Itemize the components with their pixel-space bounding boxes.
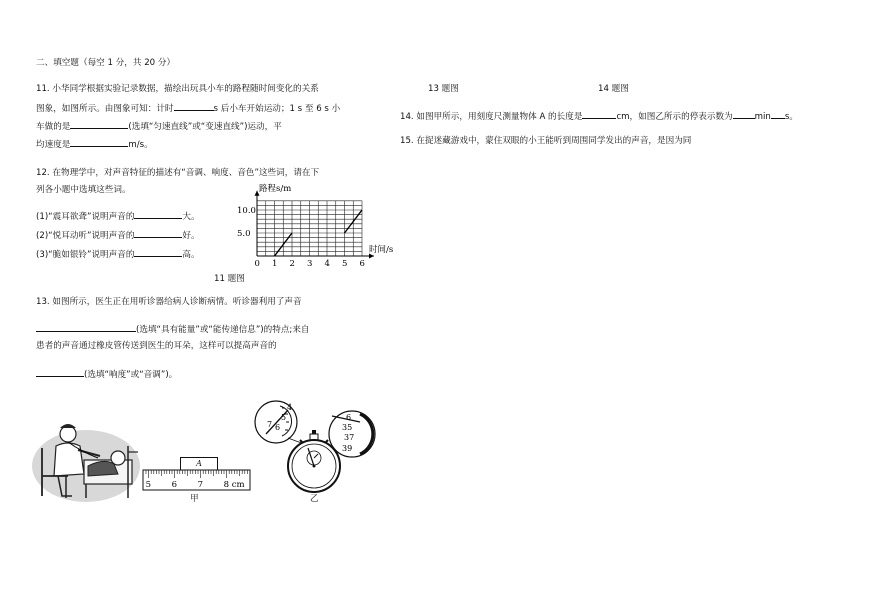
q12-line2: 列各小题中选填这些词。: [36, 185, 131, 195]
object-a-label: A: [196, 459, 202, 468]
ruler-label: 8 cm: [223, 480, 245, 490]
q13-line2-text: (选填“具有能量”或“能传递信息”)的特点;来自: [136, 325, 310, 335]
q11-line4-text-b: m/s。: [128, 140, 153, 150]
y-tick-label: 5.0: [237, 229, 251, 239]
large-dial-label-6: 6: [346, 413, 352, 422]
ruler-label: 6: [171, 480, 178, 490]
small-dial-label-7: 7: [267, 420, 273, 429]
q13-line3: 患者的声音通过橡皮管传送到医生的耳朵，这样可以提高声音的: [36, 341, 277, 351]
ruler-label: 5: [145, 480, 152, 490]
q11-line1: 11. 小华同学根据实验记录数据，描绘出玩具小车的路程随时间变化的关系: [36, 84, 319, 94]
x-tick-label: 1: [272, 259, 278, 269]
q11-line2-text: 图象，如图所示。由图象可知：计时: [36, 104, 174, 114]
q14-blank-min[interactable]: [733, 109, 755, 119]
q11-line3-text-b: (选填“匀速直线”或“变速直线”)运动，平: [128, 122, 282, 132]
chart-ylabel: 路程s/m: [259, 184, 292, 194]
ruler-label: 7: [197, 480, 204, 490]
chart-xlabel: 时间/s: [369, 245, 394, 255]
x-tick-label: 2: [289, 259, 295, 269]
q14-text-c: min: [754, 112, 771, 122]
q14-line: [400, 109, 798, 123]
small-dial-label-6: 6: [275, 423, 281, 432]
q15-line: 15. 在捉迷藏游戏中，蒙住双眼的小王能听到周围同学发出的声音，是因为同: [400, 136, 692, 146]
x-tick-label: 0: [254, 259, 260, 269]
q14-text-a: 14. 如图甲所示，用刻度尺测量物体 A 的长度是: [400, 112, 583, 122]
x-tick-label: 4: [324, 259, 330, 269]
section-title: 二、填空题（每空 1 分，共 20 分）: [36, 58, 176, 68]
x-tick-label: 6: [359, 259, 365, 269]
large-dial-label-35: 35: [342, 423, 353, 432]
large-dial-label-39: 39: [342, 444, 353, 453]
fig11-caption: 11 题图: [214, 274, 245, 284]
small-dial-label-5: 5: [281, 413, 287, 422]
q14-text-b: cm，如图乙所示的停表示数为: [616, 112, 733, 122]
q12-item-2-suffix: 好。: [182, 231, 200, 241]
q13-line4-text: (选填“响度”或“音调”)。: [84, 370, 178, 380]
q12-item-3-text: (3)“脆如银铃”说明声音的: [36, 250, 135, 260]
large-dial-label-37: 37: [344, 433, 355, 442]
q14-blank-sec[interactable]: [771, 109, 785, 119]
q11-line2-text-b: s 后小车开始运动；1 s 至 6 s 小: [213, 104, 341, 114]
q11-line4-text: 均速度是: [36, 140, 71, 150]
q12-item-1-text: (1)“震耳欲聋”说明声音的: [36, 212, 135, 222]
q11-line3-text: 车做的是: [36, 122, 71, 132]
y-tick-label: 10.0: [237, 206, 256, 216]
q12-line1: 12. 在物理学中，对声音特征的描述有“音调、响度、音色”这些词，请在下: [36, 168, 320, 178]
small-dial-label-4: 4: [287, 403, 293, 412]
q14-blank-length[interactable]: [582, 109, 616, 119]
stopwatch-illustration: [252, 396, 378, 496]
fig13-caption: 13 题图: [428, 84, 459, 94]
q12-item-2-text: (2)“悦耳动听”说明声音的: [36, 231, 135, 241]
stopwatch-caption: 乙: [310, 494, 319, 504]
x-tick-label: 5: [342, 259, 348, 269]
q13-line1: 13. 如图所示，医生正在用听诊器给病人诊断病情。听诊器利用了声音: [36, 297, 302, 307]
fig14-caption: 14 题图: [598, 84, 629, 94]
q12-item-1-suffix: 大。: [182, 212, 200, 222]
q14-text-d: s。: [784, 112, 798, 122]
ruler-caption: 甲: [190, 494, 199, 504]
q12-item-3-suffix: 高。: [182, 250, 200, 260]
x-tick-label: 3: [307, 259, 313, 269]
